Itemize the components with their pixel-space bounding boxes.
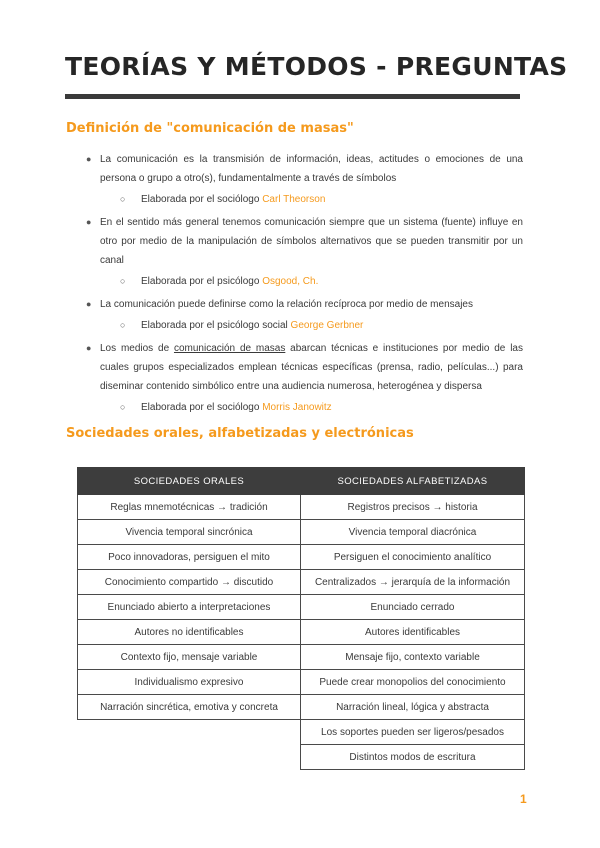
table-cell: Enunciado abierto a interpretaciones bbox=[78, 595, 301, 620]
bullet-text: La comunicación es la transmisión de información, ideas, actitudes o emociones de una persona o grupo a otro(s), fundamentalmente a través de símbolos bbox=[100, 154, 523, 184]
section-heading-definition: Definición de "comunicación de masas" bbox=[66, 121, 354, 136]
table-header-row bbox=[78, 468, 525, 495]
table-cell: Autores no identificables bbox=[78, 620, 301, 645]
table-cell: Individualismo expresivo bbox=[78, 670, 301, 695]
table-cell: Distintos modos de escritura bbox=[301, 745, 525, 770]
sub-list-item bbox=[78, 398, 523, 417]
table-cell-empty bbox=[78, 745, 301, 770]
table-cell: Vivencia temporal sincrónica bbox=[78, 520, 301, 545]
header-literate-societies: SOCIEDADES ALFABETIZADAS bbox=[301, 468, 525, 495]
sub-prefix: Elaborada por el sociólogo bbox=[141, 194, 263, 205]
table-cell: Contexto fijo, mensaje variable bbox=[78, 645, 301, 670]
bullet-text: En el sentido más general tenemos comunicación siempre que un sistema (fuente) influye en otro por medio de la manipulación de símbolos alternativos que se pueden transmitir por un canal bbox=[100, 217, 523, 266]
table-row bbox=[78, 570, 525, 595]
table-cell: Mensaje fijo, contexto variable bbox=[301, 645, 525, 670]
bullet-text-start: Los medios de bbox=[100, 343, 174, 354]
bullet-dot-icon: ● bbox=[86, 299, 92, 309]
page-number: 1 bbox=[520, 792, 527, 806]
bullet-dot-icon: ● bbox=[86, 217, 92, 227]
table-cell: Registros precisos → historia bbox=[301, 495, 525, 520]
table-cell: Vivencia temporal diacrónica bbox=[301, 520, 525, 545]
table-cell: Enunciado cerrado bbox=[301, 595, 525, 620]
bullet-circle-icon: ○ bbox=[120, 320, 126, 330]
author-name: Morris Janowitz bbox=[262, 402, 332, 413]
list-item bbox=[78, 213, 523, 270]
table-cell: Persiguen el conocimiento analítico bbox=[301, 545, 525, 570]
definition-list bbox=[78, 150, 523, 421]
title-divider bbox=[65, 94, 520, 99]
sub-prefix: Elaborada por el psicólogo social bbox=[141, 320, 291, 331]
table-cell: Puede crear monopolios del conocimiento bbox=[301, 670, 525, 695]
table-row bbox=[78, 695, 525, 720]
bullet-circle-icon: ○ bbox=[120, 402, 126, 412]
list-item bbox=[78, 339, 523, 396]
sub-list-item bbox=[78, 316, 523, 335]
table-row bbox=[78, 720, 525, 745]
table-row bbox=[78, 670, 525, 695]
table-row bbox=[78, 595, 525, 620]
sub-prefix: Elaborada por el psicólogo bbox=[141, 276, 263, 287]
table-cell: Narración sincrética, emotiva y concreta bbox=[78, 695, 301, 720]
bullet-circle-icon: ○ bbox=[120, 276, 126, 286]
table-row bbox=[78, 745, 525, 770]
table-row bbox=[78, 545, 525, 570]
bullet-text-end: abarcan técnicas e instituciones por medio de las cuales grupos especializados emplean técnicas específicas (prensa, radio, películas...) para diseminar contenido simbólico entre una audiencia numerosa, heterogénea y dispersa bbox=[100, 343, 523, 392]
table-row bbox=[78, 520, 525, 545]
table-cell: Autores identificables bbox=[301, 620, 525, 645]
table-row bbox=[78, 645, 525, 670]
term-mass-communication: comunicación de masas bbox=[173, 343, 286, 354]
table-row bbox=[78, 495, 525, 520]
table-cell: Conocimiento compartido → discutido bbox=[78, 570, 301, 595]
bullet-text: La comunicación puede definirse como la relación recíproca por medio de mensajes bbox=[100, 299, 473, 310]
table-cell: Centralizados → jerarquía de la información bbox=[301, 570, 525, 595]
societies-table bbox=[77, 467, 525, 770]
header-oral-societies: SOCIEDADES ORALES bbox=[78, 468, 301, 495]
section-heading-societies: Sociedades orales, alfabetizadas y electrónicas bbox=[66, 426, 414, 441]
table-cell: Narración lineal, lógica y abstracta bbox=[301, 695, 525, 720]
bullet-dot-icon: ● bbox=[86, 343, 92, 353]
table-row bbox=[78, 620, 525, 645]
table-cell: Reglas mnemotécnicas → tradición bbox=[78, 495, 301, 520]
list-item bbox=[78, 295, 523, 314]
sub-list-item bbox=[78, 190, 523, 209]
sub-list-item bbox=[78, 272, 523, 291]
table-cell: Los soportes pueden ser ligeros/pesados bbox=[301, 720, 525, 745]
table-cell-empty bbox=[78, 720, 301, 745]
table-cell: Poco innovadoras, persiguen el mito bbox=[78, 545, 301, 570]
sub-prefix: Elaborada por el sociólogo bbox=[141, 402, 263, 413]
author-name: George Gerbner bbox=[290, 320, 364, 331]
bullet-circle-icon: ○ bbox=[120, 194, 126, 204]
list-item bbox=[78, 150, 523, 188]
bullet-dot-icon: ● bbox=[86, 154, 92, 164]
author-name: Osgood, Ch. bbox=[262, 276, 319, 287]
author-name: Carl Theorson bbox=[262, 194, 326, 205]
page-title: TEORÍAS Y MÉTODOS - PREGUNTAS bbox=[65, 52, 568, 81]
